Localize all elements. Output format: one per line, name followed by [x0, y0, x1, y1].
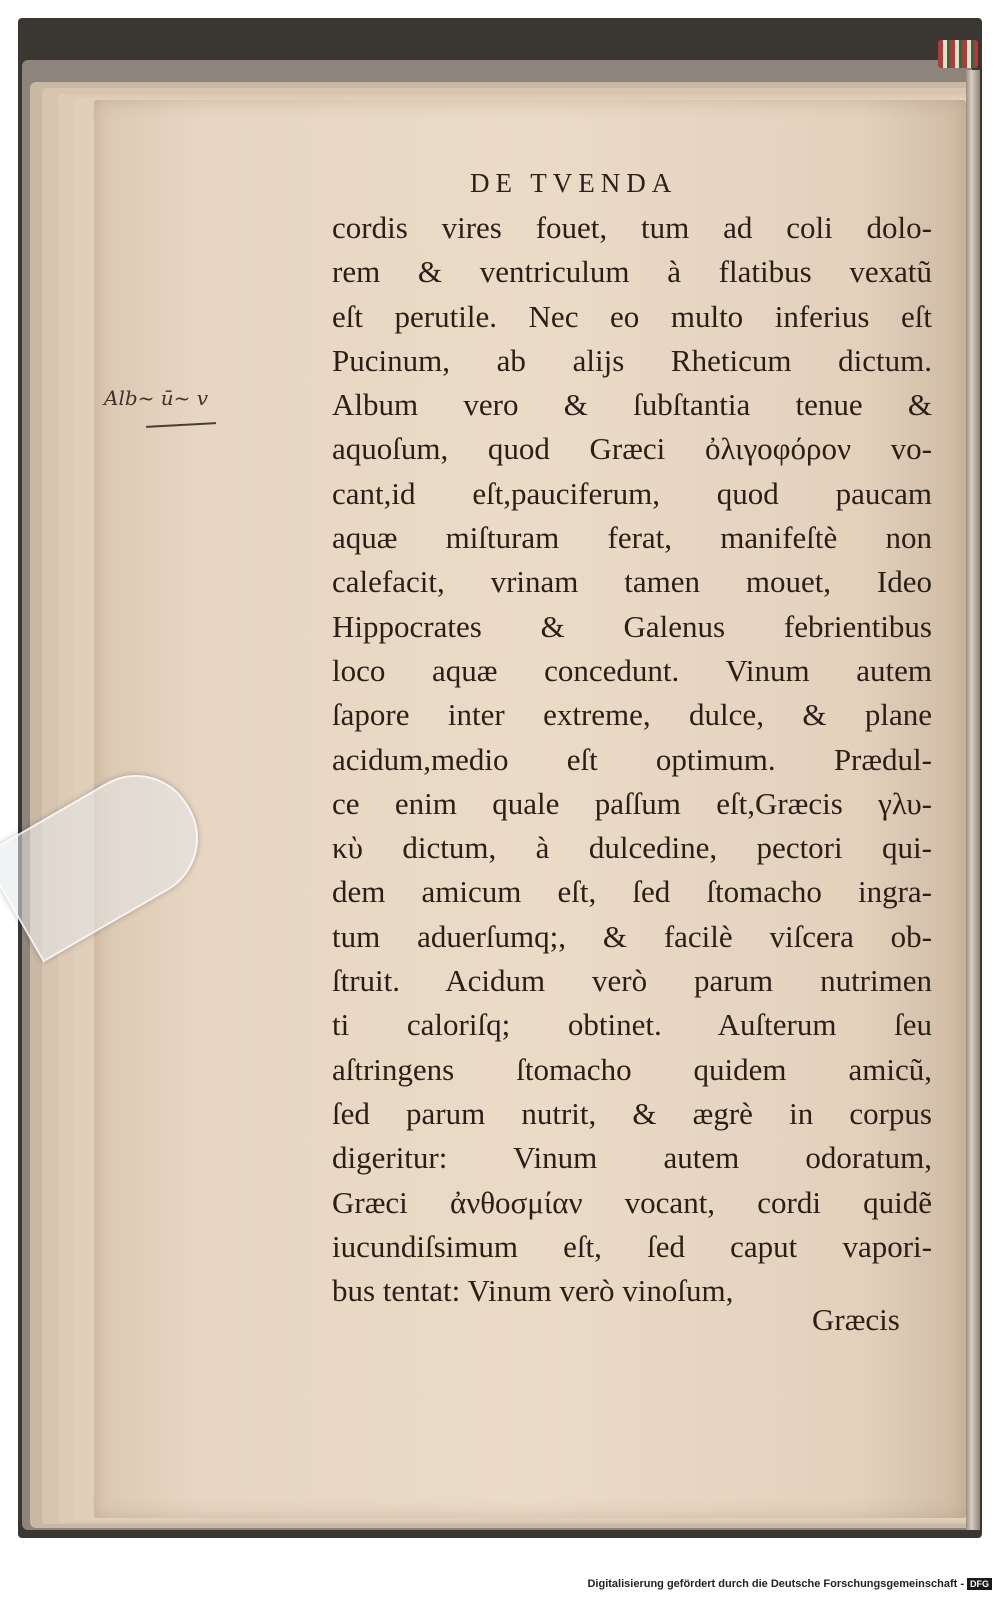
- text-line: aquæ miſturam ferat, manifeſtè non: [332, 520, 932, 556]
- text-line: tum aduerſumq;, & facilè viſcera ob-: [332, 918, 932, 954]
- text-line: Hippocrates & Galenus febrientibus: [332, 608, 932, 644]
- text-line: ſtruit. Acidum verò parum nutrimen: [332, 963, 932, 999]
- credit-text: Digitalisierung gefördert durch die Deutsche Forschungsgemeinschaft -: [587, 1578, 964, 1590]
- text-line: cant,id eſt,pauciferum, quod paucam: [332, 475, 932, 511]
- text-line: ſapore inter extreme, dulce, & plane: [332, 697, 932, 733]
- text-line: acidum,medio eſt optimum. Prædul-: [332, 741, 932, 777]
- text-line: calefacit, vrinam tamen mouet, Ideo: [332, 564, 932, 600]
- book-headband: [938, 40, 978, 68]
- text-line: iucundiſsimum eſt, ſed caput vapori-: [332, 1228, 932, 1264]
- handwritten-marginal-note: Alb~ ū~ v: [104, 386, 209, 410]
- digitization-credit: [560, 1578, 992, 1590]
- text-line: Album vero & ſubſtantia tenue &: [332, 387, 932, 423]
- text-line: ſed parum nutrit, & ægrè in corpus: [332, 1095, 932, 1131]
- text-line: dem amicum eſt, ſed ſtomacho ingra-: [332, 874, 932, 910]
- text-line: digeritur: Vinum autem odoratum,: [332, 1140, 932, 1176]
- catchword: Græcis: [812, 1302, 900, 1337]
- text-line: ti caloriſq; obtinet. Auſterum ſeu: [332, 1007, 932, 1043]
- text-line: cordis vires fouet, tum ad coli dolo-: [332, 210, 932, 245]
- text-line: Pucinum, ab alijs Rheticum dictum.: [332, 342, 932, 378]
- text-line: κὺ dictum, à dulcedine, pectori qui-: [332, 830, 932, 866]
- text-line: loco aquæ concedunt. Vinum autem: [332, 652, 932, 688]
- text-line: rem & ventriculum à flatibus vexatũ: [332, 254, 932, 290]
- text-line: bus tentat: Vinum verò vinoſum,: [332, 1273, 734, 1309]
- running-head: DE TVENDA: [470, 168, 678, 198]
- book-spine-gutter: [966, 70, 980, 1530]
- text-line: Græci ἀνθοσμίαν vocant, cordi quidẽ: [332, 1184, 932, 1220]
- text-line: aſtringens ſtomacho quidem amicũ,: [332, 1051, 932, 1087]
- dfg-logo: DFG: [967, 1578, 992, 1590]
- body-text: [332, 206, 932, 1313]
- text-line: eſt perutile. Nec eo multo inferius eſt: [332, 298, 932, 334]
- text-line: ce enim quale paſſum eſt,Græcis γλυ-: [332, 785, 932, 821]
- text-line: aquoſum, quod Græci ὀλιγοφόρον vo-: [332, 431, 932, 467]
